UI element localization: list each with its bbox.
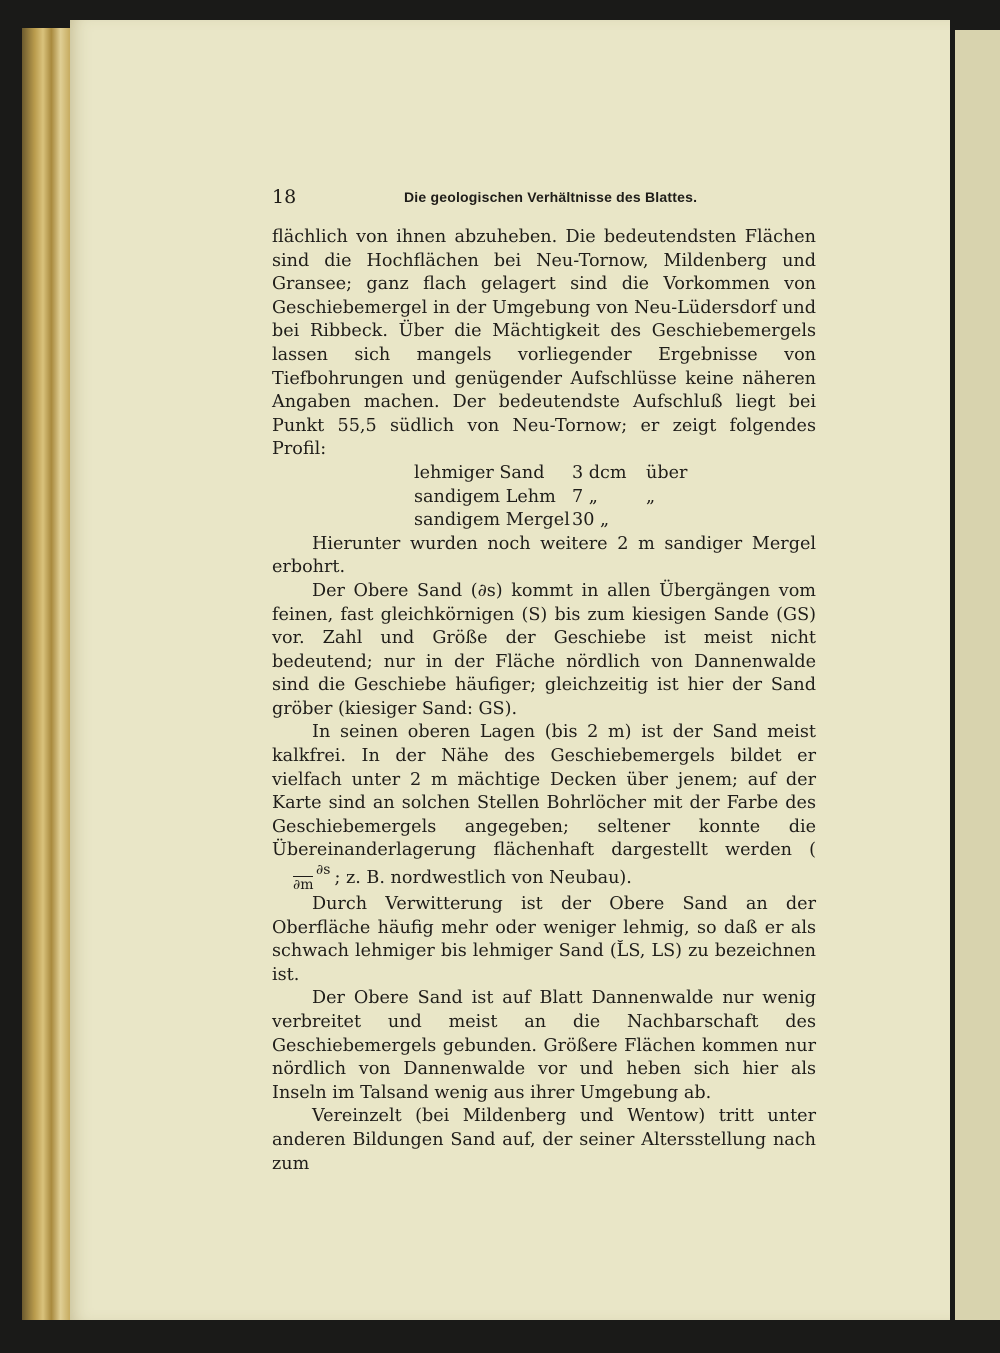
profile-thickness: 7 „ <box>572 486 598 507</box>
paragraph-7: Vereinzelt (bei Mildenberg und Wentow) tritt unter anderen Bildungen Sand auf, der seiner Altersstellung nach zum <box>272 1106 816 1174</box>
profile-note: „ <box>646 486 656 507</box>
profile-row <box>414 509 816 533</box>
map-symbol-fraction <box>276 863 330 893</box>
paragraph-4-text-end: ; z. B. nordwestlich von Neubau). <box>334 868 632 889</box>
fraction-numerator: ∂s <box>316 862 331 879</box>
facing-page-edge <box>955 30 1000 1320</box>
fraction-denominator: ∂m <box>292 877 314 894</box>
profile-material: sandigem Lehm <box>414 486 556 507</box>
body-text <box>272 226 816 1176</box>
profile-material: sandigem Mergel <box>414 510 570 531</box>
paragraph-4: In seinen oberen Lagen (bis 2 m) ist der Sand meist kalkfrei. In der Nähe des Geschiebemergels bildet er vielfach unter 2 m mächtige Decken über jenem; auf der Karte sind an solchen Stellen Bohrlöcher mit der Farbe des Geschiebemergels angegeben; seltener konnte die Übereinanderlagerung flächenhaft dargestellt werden (∂s ∂m ; z. B. nordwestlich von Neubau). <box>272 722 816 894</box>
paragraph-3: Der Obere Sand (∂s) kommt in allen Übergängen vom feinen, fast gleichkörnigen (S) bis zum kiesigen Sande (GS) vor. Zahl und Größe der Geschiebe ist meist nicht bedeutend; nur in der Fläche nördlich von Dannenwalde sind die Geschiebe häufiger; gleichzeitig ist hier der Sand gröber (kiesiger Sand: GS). <box>272 580 816 719</box>
page-header <box>272 186 816 210</box>
paragraph-1: flächlich von ihnen abzuheben. Die bedeutendsten Flächen sind die Hochflächen bei Neu-Tornow, Mildenberg und Gransee; ganz flach gelagert sind die Vorkommen von Geschiebemergel in der Umgebung von Neu-Lüdersdorf und bei Ribbeck. Über die Mächtigkeit des Geschiebemergels lassen sich mangels vorliegender Ergebnisse von Tiefbohrungen und genügender Aufschlüsse keine näheren Angaben machen. Der bedeutendste Aufschluß liegt bei Punkt 55,5 südlich von Neu-Tornow; er zeigt folgendes Profil: <box>272 227 816 460</box>
paragraph-6: Der Obere Sand ist auf Blatt Dannenwalde nur wenig verbreitet und meist an die Nachbarschaft des Geschiebemergels gebunden. Größere Flächen kommen nur nördlich von Dannenwalde vor und heben sich hier als Inseln im Talsand wenig aus ihrer Umgebung ab. <box>272 988 816 1103</box>
paragraph-5: Durch Verwitterung ist der Obere Sand an der Oberfläche häufig mehr oder weniger lehmig, so daß er als schwach lehmiger bis lehmiger Sand (L̆S, LS) zu bezeichnen ist. <box>272 894 816 985</box>
profile-row <box>414 486 816 510</box>
paragraph-2: Hierunter wurden noch weitere 2 m sandiger Mergel erbohrt. <box>272 533 816 578</box>
profile-row <box>414 462 816 486</box>
paragraph-4-text: In seinen oberen Lagen (bis 2 m) ist der Sand meist kalkfrei. In der Nähe des Geschiebemergels bildet er vielfach unter 2 m mächtige Decken über jenem; auf der Karte sind an solchen Stellen Bohrlöcher mit der Farbe des Geschiebemergels angegeben; seltener konnte die Übereinanderlagerung flächenhaft dargestellt werden <box>272 722 816 861</box>
profile-table <box>414 462 816 533</box>
profile-thickness: 3 dcm <box>572 462 627 483</box>
running-head: Die geologischen Verhältnisse des Blattes. <box>404 189 698 205</box>
profile-note: über <box>646 462 688 483</box>
profile-material: lehmiger Sand <box>414 462 545 483</box>
page-number: 18 <box>272 186 297 208</box>
profile-thickness: 30 „ <box>572 510 610 531</box>
